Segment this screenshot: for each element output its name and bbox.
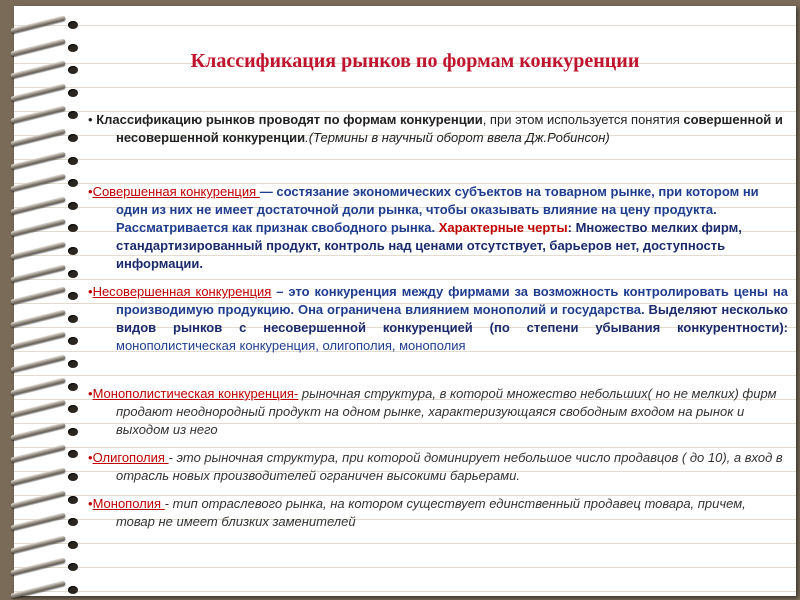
ring-hole — [68, 428, 78, 436]
ring-hole — [68, 111, 78, 119]
ring-hole — [68, 247, 78, 255]
spiral-ring-icon — [6, 493, 86, 507]
ring-hole — [68, 21, 78, 29]
ring-hole — [68, 224, 78, 232]
bullet-icon: • — [88, 386, 93, 401]
ring-hole — [68, 541, 78, 549]
ring-wire — [10, 241, 66, 259]
spiral-ring-icon — [6, 221, 86, 235]
ring-wire — [10, 512, 66, 530]
ring-hole — [68, 450, 78, 458]
ring-wire — [10, 264, 66, 282]
intro-lead: Классификацию рынков проводят по формам конкуренции — [96, 112, 483, 127]
spiral-ring-icon — [6, 267, 86, 281]
intro-text: , при этом используется понятия — [482, 112, 684, 127]
intro-terms: совершенной и несовершенной конкуренции — [116, 112, 783, 145]
ring-hole — [68, 270, 78, 278]
ring-wire — [10, 445, 66, 463]
bullet-icon: • — [88, 112, 93, 127]
monopolistic-competition-paragraph — [88, 385, 788, 439]
ring-wire — [10, 128, 66, 146]
ring-wire — [10, 219, 66, 237]
monopoly-term: Монополия — [92, 496, 165, 511]
spiral-ring-icon — [6, 108, 86, 122]
imperfect-definition: – это конкуренция между фирмами за возможность контролировать цены на производимую продукцию. Она ограничена влиянием монополий и государства. — [116, 284, 788, 317]
spiral-ring-icon — [6, 18, 86, 32]
perfect-definition: — состязание экономических субъектов на товарном рынке, при котором ни один из них не имеет достаточной доли рынка, чтобы оказывать влияние на цену продукта. Рассматривается как признак свободного рынка. — [116, 184, 759, 235]
slide-title: Классификация рынков по формам конкуренции — [190, 50, 640, 72]
ring-hole — [68, 473, 78, 481]
ring-hole — [68, 66, 78, 74]
spiral-ring-icon — [6, 447, 86, 461]
spiral-ring-icon — [6, 86, 86, 100]
spiral-ring-icon — [6, 199, 86, 213]
ring-hole — [68, 586, 78, 594]
spiral-ring-icon — [6, 244, 86, 258]
ring-hole — [68, 405, 78, 413]
perfect-term: Совершенная конкуренция — [92, 184, 260, 199]
spiral-ring-icon — [6, 312, 86, 326]
spiral-binding — [0, 0, 90, 600]
ring-hole — [68, 134, 78, 142]
imperfect-types: Выделяют несколько видов рынков с несовершенной конкуренцией (по степени убывания конкурентности): — [116, 302, 788, 335]
ring-hole — [68, 496, 78, 504]
ring-wire — [10, 354, 66, 372]
spiral-ring-icon — [6, 154, 86, 168]
spiral-ring-icon — [6, 560, 86, 574]
monopoly-definition: - тип отраслевого рынка, на котором существует единственный продавец товара, причем, товар не имеет близких заменителей — [116, 496, 746, 529]
spiral-ring-icon — [6, 515, 86, 529]
ring-wire — [10, 151, 66, 169]
bullet-icon: • — [88, 284, 93, 299]
ring-wire — [10, 332, 66, 350]
ring-wire — [10, 196, 66, 214]
bullet-icon: • — [88, 450, 93, 465]
intro-paragraph — [88, 111, 788, 147]
ring-wire — [10, 15, 66, 33]
spiral-ring-icon — [6, 357, 86, 371]
ring-wire — [10, 399, 66, 417]
perfect-traits-label: Характерные черты — [438, 220, 568, 235]
spiral-ring-icon — [6, 538, 86, 552]
ring-hole — [68, 337, 78, 345]
ring-hole — [68, 44, 78, 52]
ring-hole — [68, 518, 78, 526]
spiral-ring-icon — [6, 402, 86, 416]
bullet-icon: • — [88, 184, 93, 199]
spiral-ring-icon — [6, 289, 86, 303]
ring-hole — [68, 157, 78, 165]
imperfect-competition-paragraph — [88, 283, 788, 355]
ring-hole — [68, 563, 78, 571]
ring-hole — [68, 360, 78, 368]
ring-wire — [10, 558, 66, 576]
perfect-traits: : Множество мелких фирм, стандартизированный продукт, контроль над ценами отсутствует, барьеров нет, доступность информации. — [116, 220, 742, 271]
spiral-ring-icon — [6, 470, 86, 484]
spiral-ring-icon — [6, 425, 86, 439]
ring-wire — [10, 38, 66, 56]
ring-wire — [10, 106, 66, 124]
ring-wire — [10, 580, 66, 598]
spiral-ring-icon — [6, 63, 86, 77]
ring-wire — [10, 535, 66, 553]
monopolistic-definition: рыночная структура, в которой множество небольших( но не мелких) фирм продают неоднородный продукт на одном рынке, характеризующаяся свободным входом на рынок и выходом из него — [116, 386, 777, 437]
ring-wire — [10, 83, 66, 101]
ring-hole — [68, 202, 78, 210]
ring-wire — [10, 286, 66, 304]
ring-hole — [68, 89, 78, 97]
ring-wire — [10, 467, 66, 485]
monopoly-paragraph — [88, 495, 788, 531]
ring-hole — [68, 292, 78, 300]
oligopoly-definition: - это рыночная структура, при которой доминирует небольшое число продавцов ( до 10), а вход в отрасль новых производителей ограничен высокими барьерами. — [116, 450, 783, 483]
ring-hole — [68, 179, 78, 187]
oligopoly-paragraph — [88, 449, 788, 485]
oligopoly-term: Олигополия — [92, 450, 169, 465]
imperfect-term: Несовершенная конкуренция — [92, 284, 272, 299]
ring-wire — [10, 377, 66, 395]
ring-wire — [10, 422, 66, 440]
imperfect-types-list: монополистическая конкуренция, олигополия, монополия — [116, 338, 466, 353]
ring-wire — [10, 173, 66, 191]
intro-note: .(Термины в научный оборот ввела Дж.Робинсон) — [305, 130, 610, 145]
perfect-competition-paragraph — [88, 183, 788, 273]
ring-wire — [10, 60, 66, 78]
bullet-icon: • — [88, 496, 93, 511]
spiral-ring-icon — [6, 131, 86, 145]
ring-wire — [10, 490, 66, 508]
ring-hole — [68, 383, 78, 391]
ring-hole — [68, 315, 78, 323]
monopolistic-term: Монополистическая конкуренция- — [92, 386, 299, 401]
spiral-ring-icon — [6, 41, 86, 55]
spiral-ring-icon — [6, 583, 86, 597]
spiral-ring-icon — [6, 334, 86, 348]
ring-wire — [10, 309, 66, 327]
spiral-ring-icon — [6, 176, 86, 190]
spiral-ring-icon — [6, 380, 86, 394]
